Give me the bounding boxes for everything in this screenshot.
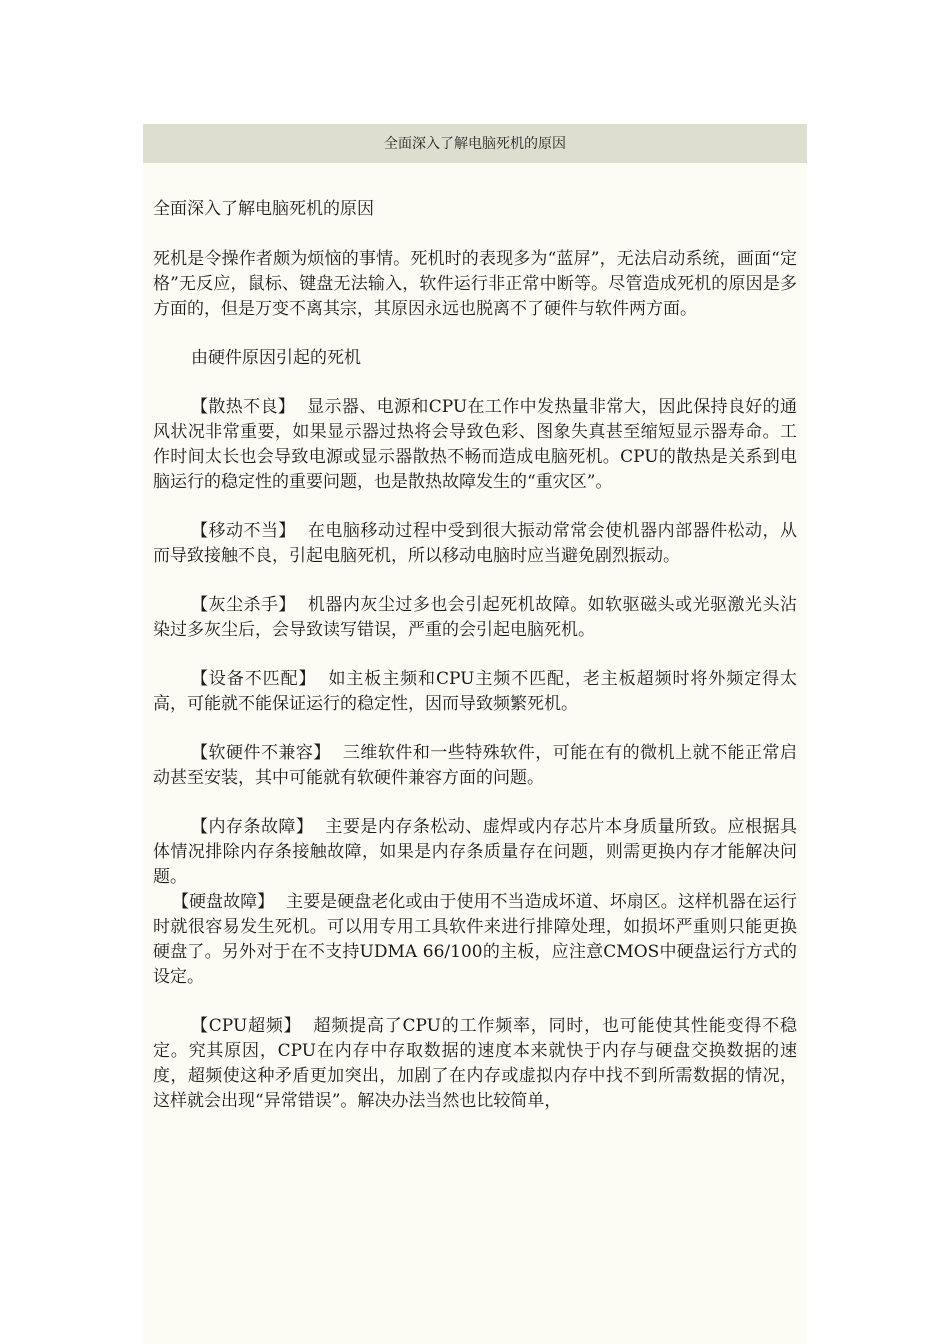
cause-text: 如主板主频和CPU主频不匹配，老主板超频时将外频定得太高，可能就不能保证运行的稳定性，因而导致频繁死机。: [153, 669, 798, 714]
cause-tag: 【软硬件不兼容】: [191, 743, 331, 763]
cause-paragraph-overclock: [153, 1014, 797, 1114]
cause-paragraph-harddisk: [153, 890, 797, 990]
intro-paragraph: 死机是令操作者颇为烦恼的事情。死机时的表现多为“蓝屏”，无法启动系统，画面“定格”无反应，鼠标、键盘无法输入，软件运行非正常中断等。尽管造成死机的原因是多方面的，但是万变不离其宗，其原因永远也脱离不了硬件与软件两方面。: [153, 249, 797, 319]
cause-text: 显示器、电源和CPU在工作中发热量非常大，因此保持良好的通风状况非常重要，如果显示器过热将会导致色彩、图象失真甚至缩短显示器寿命。工作时间太长也会导致电源或显示器散热不畅而造成电脑死机。CPU的散热是关系到电脑运行的稳定性的重要问题，也是散热故障发生的“重灾区”。: [153, 397, 798, 492]
cause-paragraph-compatibility: [153, 741, 797, 791]
cause-tag: 【CPU超频】: [191, 1016, 302, 1036]
cause-text: 超频提高了CPU的工作频率，同时，也可能使其性能变得不稳定。究其原因，CPU在内存中存取数据的速度本来就快于内存与硬盘交换数据的速度，超频使这种矛盾更加突出，加剧了在内存或虚拟内存中找不到所需数据的情况，这样就会出现“异常错误”。解决办法当然也比较简单，: [153, 1016, 797, 1111]
cause-tag: 【灰尘杀手】: [191, 595, 296, 615]
cause-paragraph-movement: [153, 519, 797, 569]
cause-text: 三维软件和一些特殊软件，可能在有的微机上就不能正常启动甚至安装，其中可能就有软硬件兼容方面的问题。: [153, 743, 798, 788]
document-page: [143, 124, 807, 1344]
cause-paragraph-memory: [153, 815, 797, 890]
cause-tag: 【移动不当】: [191, 521, 296, 541]
cause-text: 机器内灰尘过多也会引起死机故障。如软驱磁头或光驱激光头沾染过多灰尘后，会导致读写错误，严重的会引起电脑死机。: [153, 595, 798, 640]
cause-text: 主要是硬盘老化或由于使用不当造成坏道、坏扇区。这样机器在运行时就很容易发生死机。可以用专用工具软件来进行排障处理，如损坏严重则只能更换硬盘了。另外对于在不支持UDMA 66/100的主板，应注意CMOS中硬盘运行方式的设定。: [153, 892, 797, 987]
document-heading: 全面深入了解电脑死机的原因: [153, 199, 374, 219]
cause-paragraph-mismatch: [153, 667, 797, 717]
cause-tag: 【内存条故障】: [191, 817, 314, 837]
cause-paragraph-dust: [153, 593, 797, 643]
cause-tag: 【硬盘故障】: [172, 892, 275, 912]
section-title: 由硬件原因引起的死机: [191, 348, 361, 368]
cause-text: 主要是内存条松动、虚焊或内存芯片本身质量所致。应根据具体情况排除内存条接触故障，如果是内存条质量存在问题，则需更换内存才能解决问题。: [153, 817, 798, 887]
document-body: [143, 163, 807, 1114]
document-title-bar: 全面深入了解电脑死机的原因: [143, 124, 807, 163]
cause-tag: 【散热不良】: [191, 397, 296, 417]
cause-text: 在电脑移动过程中受到很大振动常常会使机器内部器件松动，从而导致接触不良，引起电脑死机，所以移动电脑时应当避免剧烈振动。: [153, 521, 798, 566]
cause-paragraph-heat: [153, 395, 797, 495]
cause-tag: 【设备不匹配】: [191, 669, 317, 689]
